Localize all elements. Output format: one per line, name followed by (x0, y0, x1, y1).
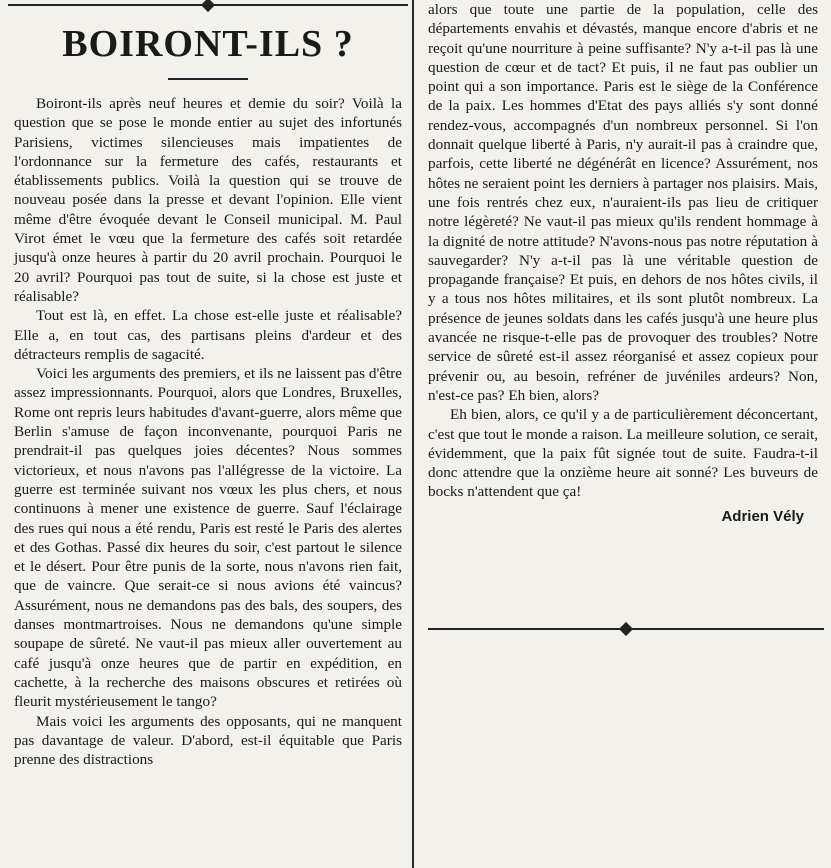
title-underline (168, 78, 248, 80)
column-2 (424, 0, 822, 640)
paragraph: Eh bien, alors, ce qu'il y a de particulièrement déconcertant, c'est que tout le monde a raison. La meilleure solution, ce serait, évidemment, que la paix fût signée tout de suite. Faudra-t-il donc attendre que la onzième heure ait sonné? Les buveurs de bocks n'attendent que ça! (428, 406, 818, 501)
paragraph: Mais voici les arguments des opposants, qui ne manquent pas davantage de valeur. D'abord, est-il équitable que Paris prenne des distractions (14, 712, 402, 769)
paragraph: Boiront-ils après neuf heures et demie du soir? Voilà la question que se pose le monde entier au sujet des infortunés Parisiens, victimes silencieuses mais impatientes de l'ordonnance sur la fermeture des cafés, restaurants et établissements publics. Voilà la question qui se trouve de nouveau posée dans la presse et devant l'opinion. Elle vient même d'être évoquée devant le Conseil municipal. M. Paul Virot émet le vœu que la fermeture des cafés soit retardée jusqu'à onze heures à partir du 20 avril prochain. Pourquoi le 20 avril? Pourquoi pas tout de suite, si la chose est juste et réalisable? (14, 95, 402, 305)
paragraph: Voici les arguments des premiers, et ils ne laissent pas d'être assez impressionnants. Pourquoi, alors que Londres, Bruxelles, Rome ont repris leurs habitudes d'avant-guerre, alors même que Berlin s'amuse de façon inconvenante, pourquoi Paris ne prendrait-il pas quelques joies décentes? Nous sommes victorieux, et nous n'avons pas l'allégresse de la victoire. La guerre est terminée suivant nos vœux les plus chers, et nous continuons à mener une existence de guerre. Sauf l'éclairage des rues qui nous a été rendu, Paris est resté le Paris des alertes et des Gothas. Passé dix heures du soir, c'est partout le silence et le désert. Pour être punis de la sorte, nous n'avons rien fait, que de vaincre. Que serait-ce si nous avions été vaincus? Assurément, nous ne demandons pas des bals, des soupers, des danses montmartroises. Nous ne demandons qu'une simple soupape de sûreté. Ne vaut-il pas mieux aller ouvertement au café jusqu'à onze heures que de partir en expédition, en cachette, à la recherche des maisons obscures et retirées où fleurit mystérieusement le tango? (14, 365, 402, 711)
column-1-text (14, 94, 402, 769)
paragraph: Tout est là, en effet. La chose est-elle juste et réalisable? Elle a, en tout cas, des partisans pleins d'ardeur et des détracteurs remplis de sagacité. (14, 307, 402, 363)
rule-diamond (619, 622, 633, 636)
end-ornament-rule (428, 624, 824, 634)
article-title: BOIRONT-ILS ? (62, 23, 354, 65)
author-signature: Adrien Vély (721, 507, 804, 525)
column-divider (412, 0, 414, 868)
column-2-text (428, 0, 818, 502)
column-1 (8, 0, 408, 868)
paragraph: alors que toute une partie de la population, celle des départements envahis et dévastés, manque encore d'abris et ne reçoit qu'une nourriture à peine suffisante? N'y a-t-il pas là une question de cœur et de tact? Et puis, il ne faut pas oublier un point qui a son importance. Paris est le siège de la Conférence de la paix. Les hommes d'Etat des pays alliés s'y sont donné rendez-vous, accompagnés d'un nombreux personnel. Si l'on donnait quelque liberté à Paris, n'y aurait-il pas à craindre que, parfois, cette liberté ne dégénérât en licence? Assurément, nos hôtes ne seraient point les derniers à partager nos plaisirs. Mais, une fois rentrés chez eux, n'auraient-ils pas lieu de critiquer notre légèreté? Ne vaut-il pas mieux qu'ils rendent hommage à la dignité de notre attitude? N'avons-nous pas notre réputation à sauvegarder? N'y a-t-il pas là une véritable question de propagande française? Et puis, en dehors de nos hôtes civils, il y a tous nos hôtes militaires, et ils sont plutôt nombreux. La présence de jeunes soldats dans les cafés jusqu'à une heure plus avancée ne risque-t-elle pas de provoquer des troubles? Notre service de sûreté est-il assez réorganisé et assez copieux pour prévenir ou, au besoin, refréner de juvéniles ardeurs? Non, n'est-ce pas? Eh bien, alors? (428, 1, 818, 404)
